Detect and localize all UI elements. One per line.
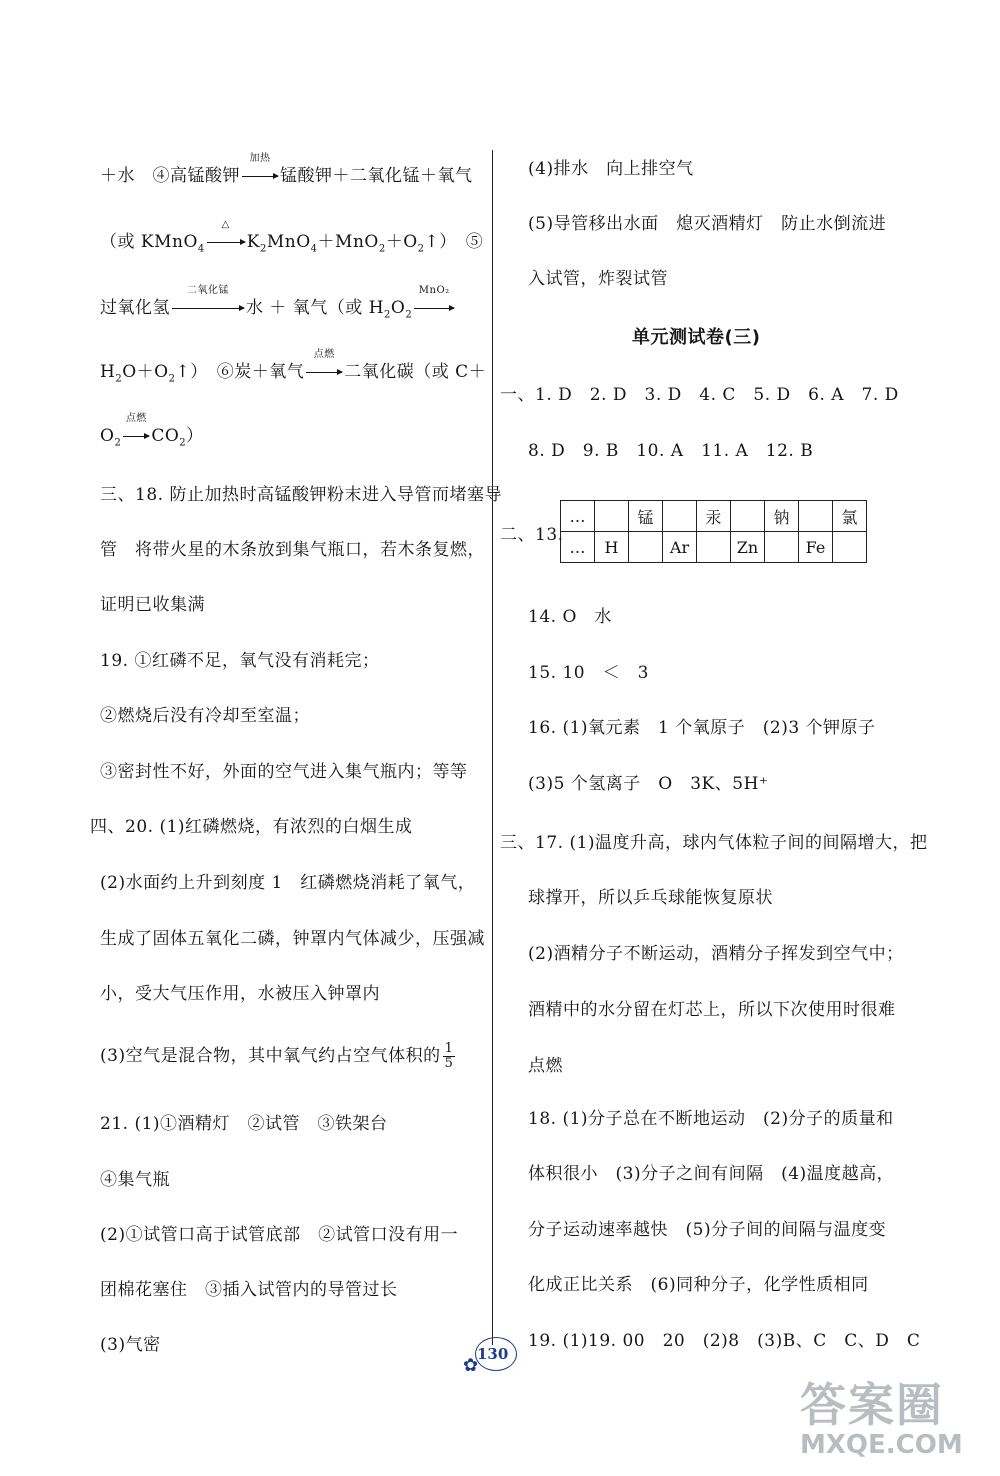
text-line: 体积很小 (3)分子之间有间隔 (4)温度越高， — [528, 1164, 895, 1184]
text-line: (4)排水 向上排空气 — [528, 159, 694, 179]
text-line: （或 KMnO$_4$ △ $K_2MnO_4+MnO_2+O_2↑$） ⑤ — [100, 219, 484, 255]
text-line: 18. (1)分子总在不断地运动 (2)分子的质量和 — [528, 1109, 894, 1129]
text-line: 四、20. (1)红磷燃烧，有浓烈的白烟生成 — [90, 817, 413, 837]
reaction-arrow: △ — [207, 231, 245, 253]
element-table — [560, 500, 867, 563]
table-cell: Ar — [663, 532, 697, 563]
table-cell — [595, 501, 629, 532]
text-line: (5)导管移出水面 熄灭酒精灯 防止水倒流进 — [528, 214, 887, 234]
table-cell — [697, 532, 731, 563]
column-divider — [492, 150, 493, 1345]
table-cell — [731, 501, 765, 532]
text-line: 证明已收集满 — [100, 595, 205, 615]
section-title: 单元测试卷(三) — [632, 327, 761, 348]
text-line: 管 将带火星的木条放到集气瓶口，若木条复燃， — [100, 540, 485, 560]
reaction-arrow: 加热 — [242, 165, 278, 187]
table-row — [561, 501, 867, 532]
text: ＋水 ④高锰酸钾 — [100, 166, 240, 186]
question-label: 二、13. — [500, 525, 564, 545]
table-cell: 锰 — [629, 501, 663, 532]
table-cell: Fe — [799, 532, 833, 563]
text-line: 15. 10 ＜ 3 — [528, 663, 649, 683]
text-line: (2)酒精分子不断运动，酒精分子挥发到空气中； — [528, 944, 904, 964]
text-line: 小，受大气压作用，水被压入钟罩内 — [100, 984, 380, 1004]
table-cell: Zn — [731, 532, 765, 563]
text-line: 化成正比关系 (6)同种分子，化学性质相同 — [528, 1275, 869, 1295]
text-line: 21. (1)①酒精灯 ②试管 ③铁架台 — [100, 1114, 388, 1134]
page-number — [463, 1335, 523, 1375]
text-line: $H_2O+O_2↑$） ⑥炭＋氧气 点燃 二氧化碳（或 C＋ — [100, 349, 487, 385]
leaf-icon: ✿ — [463, 1355, 479, 1376]
text-line: ③密封性不好，外面的空气进入集气瓶内；等等 — [100, 762, 468, 782]
text-line: (3)空气是混合物，其中氧气约占空气体积的 $\frac{1}{5}$ — [100, 1041, 454, 1071]
watermark-url: MXQE.COM — [800, 1430, 963, 1460]
table-cell — [799, 501, 833, 532]
reaction-arrow: 二氧化锰 — [172, 297, 244, 319]
page-number-text: 130 — [477, 1345, 509, 1363]
text-line: 球撑开，所以乒乓球能恢复原状 — [528, 888, 773, 908]
text-line: 一、1. D 2. D 3. D 4. C 5. D 6. A 7. D — [500, 385, 899, 405]
reaction-arrow: 点燃 — [306, 361, 342, 383]
text-line: (2)①试管口高于试管底部 ②试管口没有用一 — [100, 1225, 459, 1245]
text: 锰酸钾＋二氧化锰＋氧气 — [280, 166, 473, 186]
text-line: 分子运动速率越快 (5)分子间的间隔与温度变 — [528, 1220, 887, 1240]
text-line: $O_2$ 点燃 $CO_2$） — [100, 413, 204, 449]
table-cell — [629, 532, 663, 563]
table-cell: … — [561, 532, 595, 563]
text-line: 8. D 9. B 10. A 11. A 12. B — [528, 441, 814, 461]
text-line: ②燃烧后没有冷却至室温； — [100, 706, 310, 726]
text-line: 19. (1)19. 00 20 (2)8 (3)B、C C、D C — [528, 1331, 921, 1351]
text-line: (3)5 个氢离子 O 3K、5H⁺ — [528, 774, 769, 794]
table-row — [561, 532, 867, 563]
text-line: 酒精中的水分留在灯芯上，所以下次使用时很难 — [528, 1000, 896, 1020]
table-cell: 氯 — [833, 501, 867, 532]
reaction-arrow: MnO₂ — [414, 297, 454, 319]
table-cell — [663, 501, 697, 532]
text-line: 三、18. 防止加热时高锰酸钾粉末进入导管而堵塞导 — [100, 485, 502, 505]
fraction: $\frac{1}{5}$ — [444, 1041, 454, 1071]
table-cell: … — [561, 501, 595, 532]
text-line: 过氧化氢 二氧化锰 水 ＋ 氧气（或 $H_2O_2$ MnO₂ — [100, 297, 456, 326]
table-cell: 钠 — [765, 501, 799, 532]
text-line: 19. ①红磷不足，氧气没有消耗完； — [100, 651, 380, 671]
text-line: 点燃 — [528, 1056, 563, 1076]
table-cell: 汞 — [697, 501, 731, 532]
text-line: 团棉花塞住 ③插入试管内的导管过长 — [100, 1280, 398, 1300]
text-line: 16. (1)氧元素 1 个氧原子 (2)3 个钾原子 — [528, 718, 876, 738]
text-line — [100, 153, 473, 187]
text-line: 入试管，炸裂试管 — [528, 269, 668, 289]
reaction-arrow: 点燃 — [123, 425, 149, 447]
text-line: ④集气瓶 — [100, 1170, 170, 1190]
table-cell — [765, 532, 799, 563]
text-line: 14. O 水 — [528, 607, 612, 627]
text-line: (2)水面约上升到刻度 1 红磷燃烧消耗了氧气， — [100, 873, 476, 893]
text-line: 生成了固体五氧化二磷，钟罩内气体减少，压强减 — [100, 929, 485, 949]
table-cell — [833, 532, 867, 563]
watermark — [800, 1380, 990, 1470]
text-line: 三、17. (1)温度升高，球内气体粒子间的间隔增大，把 — [500, 833, 928, 853]
watermark-logo: 答案圈 — [800, 1378, 944, 1432]
table-cell: H — [595, 532, 629, 563]
text-line: (3)气密 — [100, 1335, 161, 1355]
